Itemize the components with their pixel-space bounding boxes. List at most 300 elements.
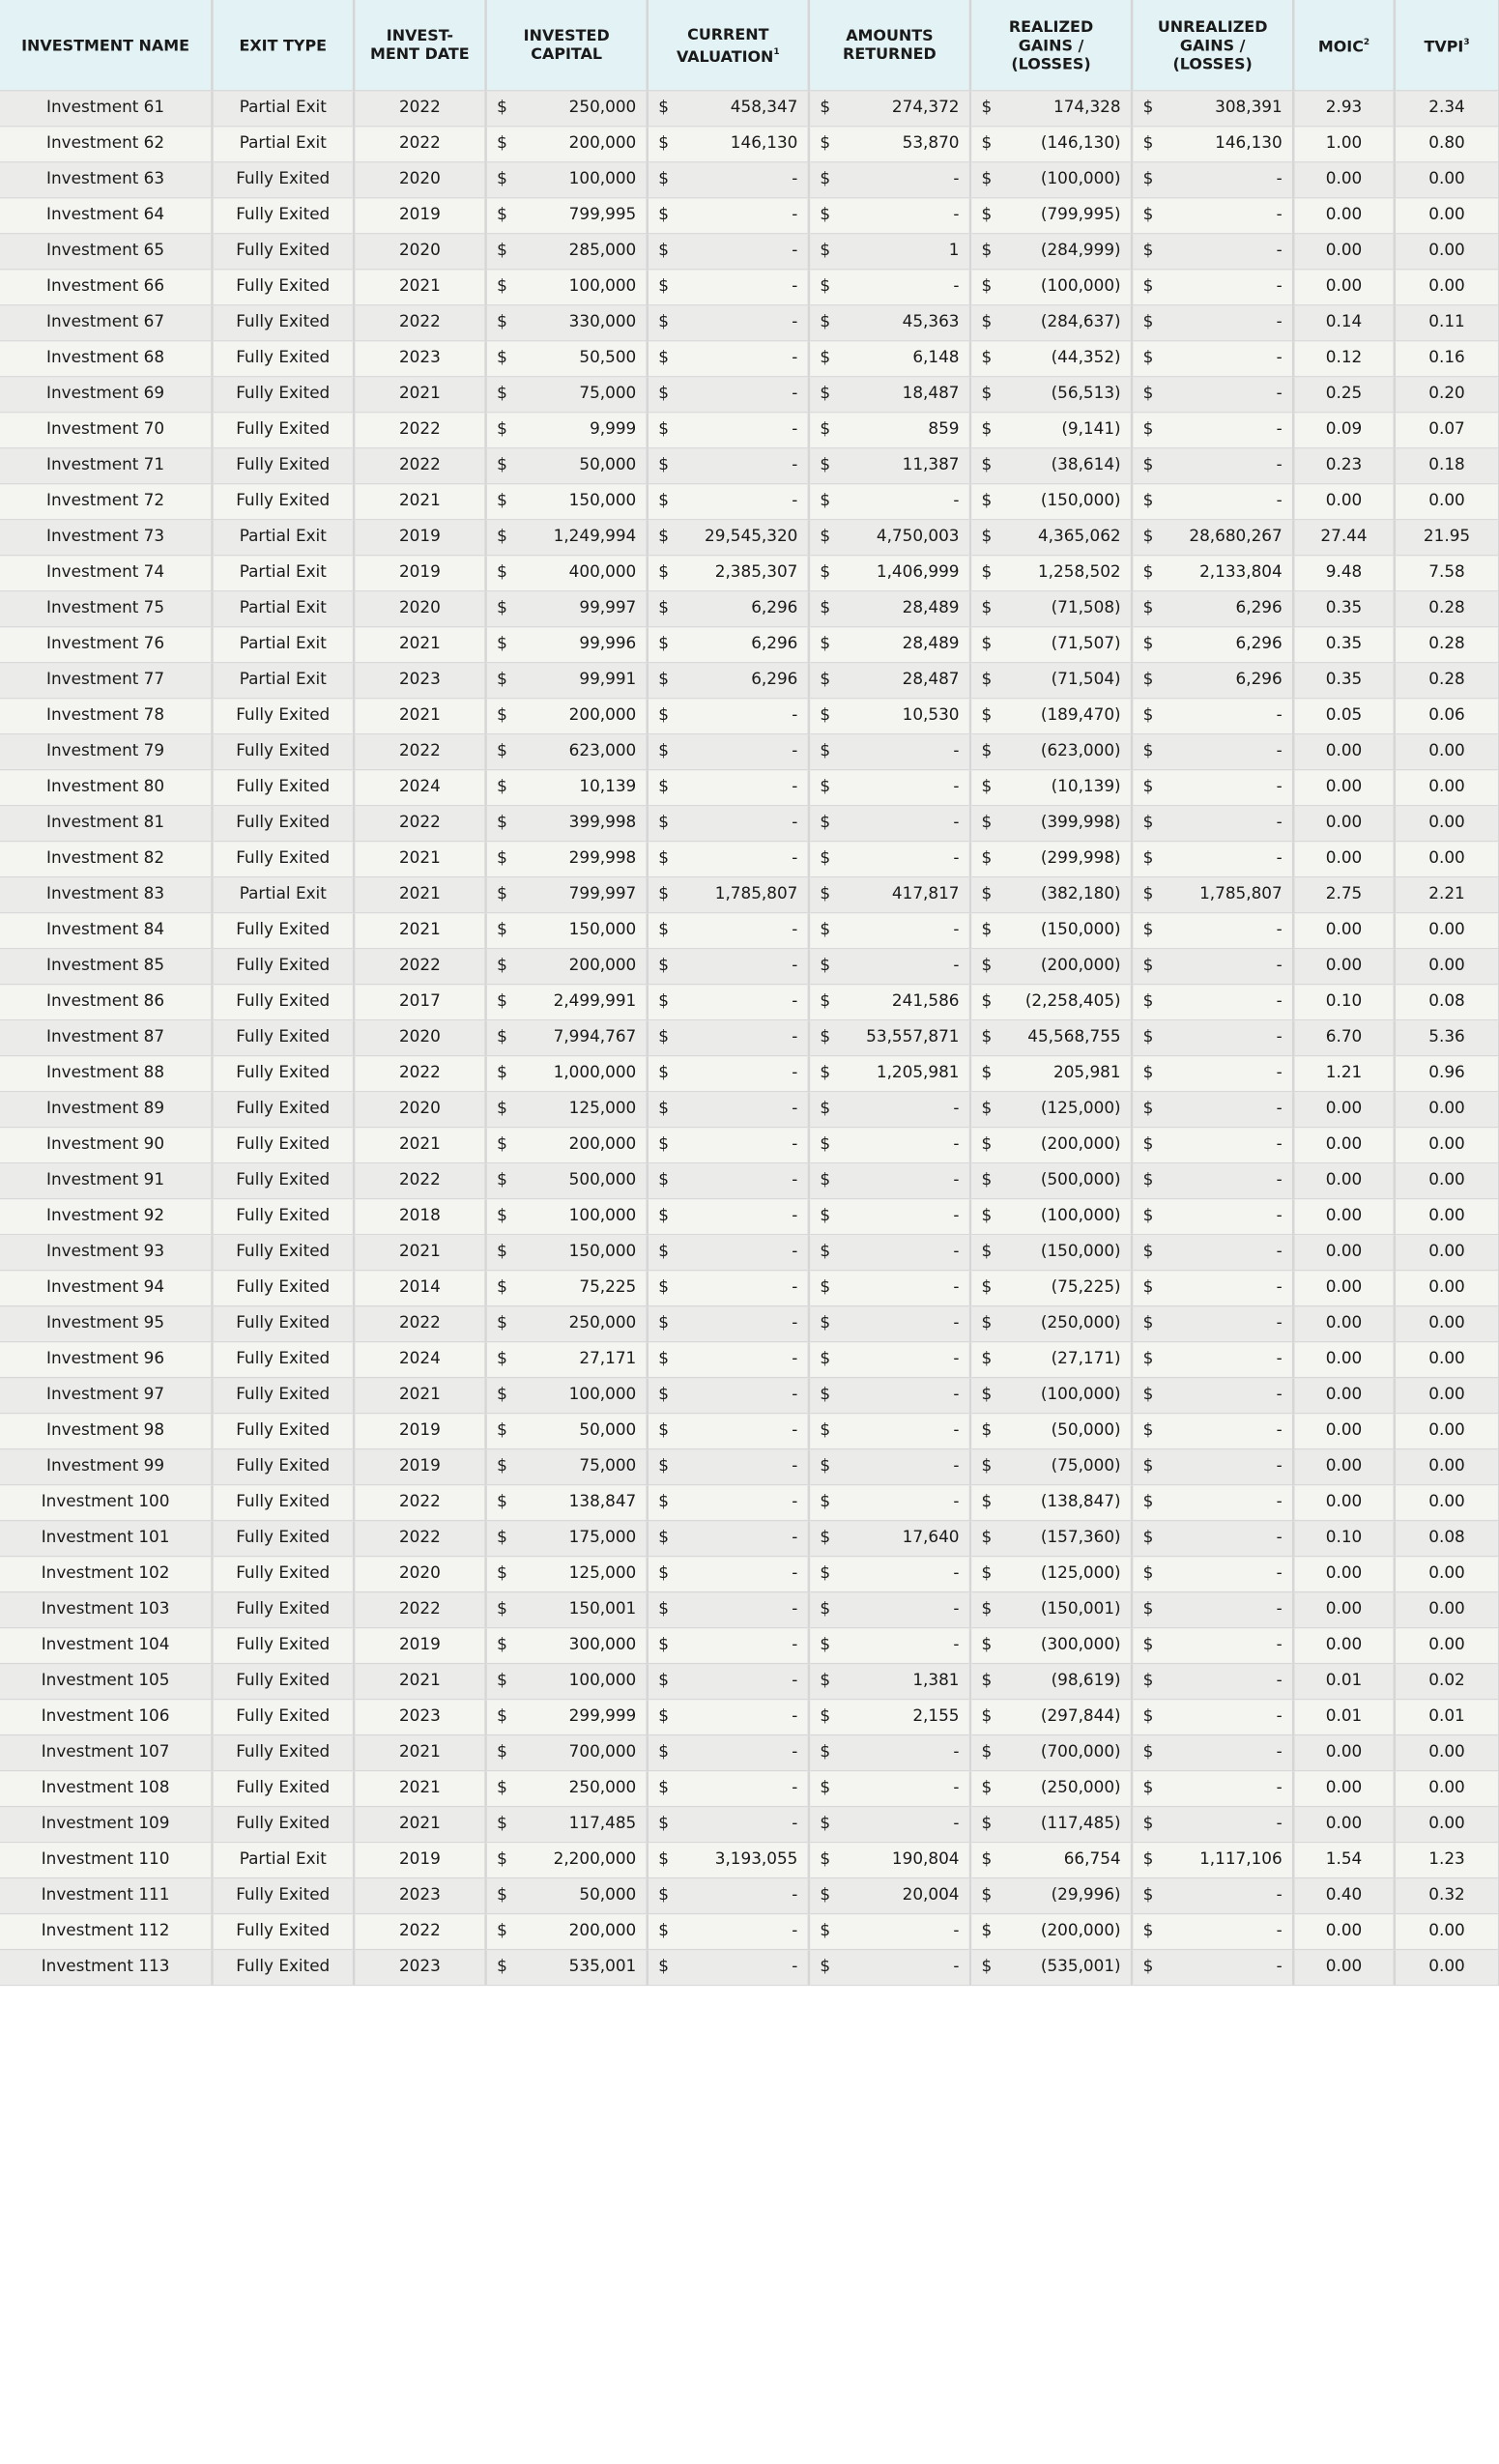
current-valuation-cell (648, 1770, 809, 1806)
invested-capital-cell (486, 412, 648, 447)
currency-symbol: $ (658, 527, 669, 546)
amount-value: 200,000 (568, 705, 637, 725)
current-valuation-cell (648, 698, 809, 733)
amount-value: 99,991 (579, 670, 637, 689)
moic-cell: 0.00 (1293, 483, 1395, 519)
unrealized-gains-cell (1132, 126, 1293, 161)
realized-gains-cell (970, 805, 1132, 841)
realized-gains-cell (970, 412, 1132, 447)
investment-date-cell: 2021 (354, 1377, 485, 1413)
currency-symbol: $ (1142, 991, 1154, 1011)
currency-symbol: $ (658, 491, 669, 510)
currency-symbol: $ (1142, 1706, 1154, 1726)
currency-symbol: $ (658, 1027, 669, 1046)
amounts-returned-cell (809, 1913, 970, 1949)
currency-symbol: $ (1142, 1349, 1154, 1368)
currency-symbol: $ (981, 741, 993, 760)
currency-symbol: $ (820, 1420, 831, 1440)
current-valuation-cell (648, 733, 809, 769)
currency-symbol: $ (820, 1849, 831, 1869)
amount-value: (382,180) (1040, 884, 1121, 903)
amount-value: 50,000 (579, 1420, 637, 1440)
amount-value: 200,000 (568, 1134, 637, 1154)
investment-name-cell: Investment 85 (0, 948, 212, 984)
tvpi-cell: 0.28 (1395, 626, 1499, 662)
realized-gains-cell (970, 1341, 1132, 1377)
currency-symbol: $ (820, 1921, 831, 1940)
amount-value: - (1276, 1778, 1283, 1797)
currency-symbol: $ (1142, 1420, 1154, 1440)
amounts-returned-cell (809, 1663, 970, 1699)
investment-name-cell: Investment 112 (0, 1913, 212, 1949)
currency-symbol: $ (497, 98, 507, 117)
investment-name-cell: Investment 65 (0, 233, 212, 269)
invested-capital-cell (486, 733, 648, 769)
table-row (0, 1913, 1499, 1949)
exit-type-cell: Fully Exited (212, 698, 354, 733)
unrealized-gains-cell (1132, 90, 1293, 126)
investment-date-cell: 2019 (354, 1448, 485, 1484)
investment-name-cell: Investment 62 (0, 126, 212, 161)
invested-capital-cell (486, 90, 648, 126)
investment-date-cell: 2021 (354, 483, 485, 519)
amount-value: (125,000) (1040, 1099, 1121, 1118)
amount-value: (100,000) (1040, 276, 1121, 296)
investment-date-cell: 2020 (354, 1556, 485, 1591)
investment-name-cell: Investment 108 (0, 1770, 212, 1806)
table-row (0, 197, 1499, 233)
investment-name-cell: Investment 72 (0, 483, 212, 519)
amount-value: 308,391 (1215, 98, 1283, 117)
unrealized-gains-cell (1132, 1556, 1293, 1591)
currency-symbol: $ (820, 205, 831, 224)
currency-symbol: $ (820, 1528, 831, 1547)
unrealized-gains-cell (1132, 555, 1293, 590)
currency-symbol: $ (497, 1134, 507, 1154)
amount-value: - (792, 384, 798, 403)
moic-cell: 0.00 (1293, 1734, 1395, 1770)
current-valuation-cell (648, 412, 809, 447)
invested-capital-cell (486, 1842, 648, 1877)
amount-value: (250,000) (1040, 1313, 1121, 1332)
tvpi-cell: 0.18 (1395, 447, 1499, 483)
investment-name-cell: Investment 80 (0, 769, 212, 805)
amount-value: 300,000 (568, 1635, 637, 1654)
unrealized-gains-cell (1132, 805, 1293, 841)
amount-value: - (1276, 813, 1283, 832)
invested-capital-cell (486, 1377, 648, 1413)
invested-capital-cell (486, 519, 648, 555)
tvpi-cell: 0.00 (1395, 1127, 1499, 1162)
amount-value: 18,487 (902, 384, 960, 403)
exit-type-cell: Fully Exited (212, 984, 354, 1019)
currency-symbol: $ (658, 419, 669, 439)
table-row (0, 304, 1499, 340)
moic-cell: 0.00 (1293, 269, 1395, 304)
current-valuation-cell (648, 126, 809, 161)
amount-value: 400,000 (568, 562, 637, 582)
currency-symbol: $ (1142, 419, 1154, 439)
currency-symbol: $ (981, 991, 993, 1011)
amount-value: 2,385,307 (714, 562, 798, 582)
moic-cell: 0.00 (1293, 1091, 1395, 1127)
investment-date-cell: 2020 (354, 1091, 485, 1127)
currency-symbol: $ (820, 491, 831, 510)
amount-value: 10,139 (579, 777, 637, 796)
amount-value: 250,000 (568, 1313, 637, 1332)
investment-date-cell: 2021 (354, 626, 485, 662)
currency-symbol: $ (497, 1206, 507, 1225)
amount-value: - (1276, 1385, 1283, 1404)
tvpi-cell: 0.00 (1395, 1270, 1499, 1305)
amount-value: - (792, 1528, 798, 1547)
amounts-returned-cell (809, 555, 970, 590)
invested-capital-cell (486, 1591, 648, 1627)
moic-cell: 27.44 (1293, 519, 1395, 555)
amount-value: - (1276, 1027, 1283, 1046)
amount-value: (535,001) (1040, 1957, 1121, 1976)
currency-symbol: $ (1142, 920, 1154, 939)
exit-type-cell: Fully Exited (212, 1484, 354, 1520)
tvpi-cell: 0.00 (1395, 1627, 1499, 1663)
moic-cell: 0.00 (1293, 912, 1395, 948)
moic-cell: 0.00 (1293, 161, 1395, 197)
table-row (0, 1127, 1499, 1162)
amount-value: - (953, 1778, 960, 1797)
currency-symbol: $ (981, 1385, 993, 1404)
unrealized-gains-cell (1132, 1270, 1293, 1305)
amounts-returned-cell (809, 1091, 970, 1127)
amount-value: - (792, 1420, 798, 1440)
header-investment-date: INVEST- MENT DATE (354, 0, 485, 90)
investment-name-cell: Investment 94 (0, 1270, 212, 1305)
table-row (0, 90, 1499, 126)
table-row (0, 1877, 1499, 1913)
amount-value: - (792, 169, 798, 188)
amount-value: - (792, 419, 798, 439)
currency-symbol: $ (497, 1313, 507, 1332)
currency-symbol: $ (820, 455, 831, 474)
exit-type-cell: Fully Exited (212, 1234, 354, 1270)
amounts-returned-cell (809, 447, 970, 483)
amounts-returned-cell (809, 1198, 970, 1234)
amount-value: 6,296 (751, 670, 798, 689)
investment-date-cell: 2020 (354, 590, 485, 626)
amount-value: 75,225 (579, 1277, 637, 1297)
currency-symbol: $ (820, 1349, 831, 1368)
invested-capital-cell (486, 555, 648, 590)
investment-date-cell: 2022 (354, 90, 485, 126)
currency-symbol: $ (1142, 1063, 1154, 1082)
currency-symbol: $ (981, 1671, 993, 1690)
amount-value: 2,499,991 (553, 991, 637, 1011)
exit-type-cell: Partial Exit (212, 1842, 354, 1877)
currency-symbol: $ (820, 1099, 831, 1118)
amount-value: (399,998) (1040, 813, 1121, 832)
investment-date-cell: 2019 (354, 197, 485, 233)
tvpi-cell: 0.28 (1395, 590, 1499, 626)
currency-symbol: $ (497, 491, 507, 510)
currency-symbol: $ (981, 598, 993, 617)
unrealized-gains-cell (1132, 412, 1293, 447)
current-valuation-cell (648, 340, 809, 376)
currency-symbol: $ (981, 1492, 993, 1511)
unrealized-gains-cell (1132, 1413, 1293, 1448)
investment-name-cell: Investment 92 (0, 1198, 212, 1234)
unrealized-gains-cell (1132, 1162, 1293, 1198)
table-row (0, 1377, 1499, 1413)
amount-value: - (1276, 384, 1283, 403)
moic-cell: 0.00 (1293, 1627, 1395, 1663)
investment-date-cell: 2022 (354, 412, 485, 447)
amount-value: (299,998) (1040, 848, 1121, 868)
amount-value: - (953, 1385, 960, 1404)
amount-value: (2,258,405) (1024, 991, 1121, 1011)
currency-symbol: $ (820, 777, 831, 796)
realized-gains-cell (970, 733, 1132, 769)
investment-name-cell: Investment 82 (0, 841, 212, 876)
amount-value: 27,171 (579, 1349, 637, 1368)
currency-symbol: $ (658, 348, 669, 367)
tvpi-cell: 0.20 (1395, 376, 1499, 412)
currency-symbol: $ (981, 241, 993, 260)
currency-symbol: $ (497, 1099, 507, 1118)
amount-value: (200,000) (1040, 1134, 1121, 1154)
amount-value: (189,470) (1040, 705, 1121, 725)
exit-type-cell: Fully Exited (212, 1806, 354, 1842)
amount-value: 29,545,320 (705, 527, 798, 546)
realized-gains-cell (970, 590, 1132, 626)
amounts-returned-cell (809, 1305, 970, 1341)
amount-value: - (792, 1921, 798, 1940)
currency-symbol: $ (658, 1349, 669, 1368)
realized-gains-cell (970, 519, 1132, 555)
realized-gains-cell (970, 841, 1132, 876)
current-valuation-cell (648, 1127, 809, 1162)
investment-date-cell: 2022 (354, 1591, 485, 1627)
amounts-returned-cell (809, 376, 970, 412)
realized-gains-cell (970, 1663, 1132, 1699)
tvpi-cell: 0.06 (1395, 698, 1499, 733)
exit-type-cell: Fully Exited (212, 1949, 354, 1985)
amounts-returned-cell (809, 1877, 970, 1913)
exit-type-cell: Fully Exited (212, 1341, 354, 1377)
amount-value: (100,000) (1040, 169, 1121, 188)
amount-value: (799,995) (1040, 205, 1121, 224)
investment-date-cell: 2022 (354, 733, 485, 769)
amount-value: 6,296 (1235, 634, 1283, 653)
amount-value: 75,000 (579, 1456, 637, 1476)
moic-cell: 0.01 (1293, 1699, 1395, 1734)
realized-gains-cell (970, 662, 1132, 698)
amounts-returned-cell (809, 662, 970, 698)
current-valuation-cell (648, 1699, 809, 1734)
moic-cell: 0.00 (1293, 841, 1395, 876)
currency-symbol: $ (1142, 205, 1154, 224)
amount-value: 150,000 (568, 491, 637, 510)
investment-name-cell: Investment 63 (0, 161, 212, 197)
amount-value: 250,000 (568, 98, 637, 117)
realized-gains-cell (970, 1556, 1132, 1591)
currency-symbol: $ (820, 670, 831, 689)
amount-value: 274,372 (891, 98, 960, 117)
amount-value: - (792, 813, 798, 832)
amounts-returned-cell (809, 304, 970, 340)
realized-gains-cell (970, 555, 1132, 590)
current-valuation-cell (648, 90, 809, 126)
amount-value: - (792, 1242, 798, 1261)
current-valuation-cell (648, 447, 809, 483)
currency-symbol: $ (497, 956, 507, 975)
currency-symbol: $ (497, 1706, 507, 1726)
current-valuation-cell (648, 1663, 809, 1699)
unrealized-gains-cell (1132, 340, 1293, 376)
current-valuation-cell (648, 1448, 809, 1484)
amount-value: - (792, 241, 798, 260)
unrealized-gains-cell (1132, 376, 1293, 412)
amount-value: (100,000) (1040, 1206, 1121, 1225)
table-row (0, 1663, 1499, 1699)
moic-cell: 9.48 (1293, 555, 1395, 590)
tvpi-cell: 2.21 (1395, 876, 1499, 912)
current-valuation-cell (648, 662, 809, 698)
amount-value: 50,000 (579, 1885, 637, 1905)
amount-value: 859 (928, 419, 960, 439)
current-valuation-cell (648, 805, 809, 841)
current-valuation-cell (648, 1627, 809, 1663)
realized-gains-cell (970, 1699, 1132, 1734)
amounts-returned-cell (809, 90, 970, 126)
exit-type-cell: Partial Exit (212, 876, 354, 912)
currency-symbol: $ (497, 1921, 507, 1940)
amount-value: - (1276, 1456, 1283, 1476)
moic-cell: 1.00 (1293, 126, 1395, 161)
currency-symbol: $ (497, 1742, 507, 1762)
investment-name-cell: Investment 102 (0, 1556, 212, 1591)
exit-type-cell: Fully Exited (212, 733, 354, 769)
current-valuation-cell (648, 769, 809, 805)
invested-capital-cell (486, 269, 648, 304)
investment-name-cell: Investment 88 (0, 1055, 212, 1091)
amount-value: - (953, 1563, 960, 1583)
table-row (0, 1162, 1499, 1198)
amount-value: - (792, 1277, 798, 1297)
realized-gains-cell (970, 1162, 1132, 1198)
currency-symbol: $ (497, 1957, 507, 1976)
amounts-returned-cell (809, 1127, 970, 1162)
amount-value: - (792, 1778, 798, 1797)
tvpi-cell: 2.34 (1395, 90, 1499, 126)
amount-value: 174,328 (1053, 98, 1121, 117)
investment-date-cell: 2023 (354, 1949, 485, 1985)
currency-symbol: $ (820, 169, 831, 188)
current-valuation-cell (648, 1734, 809, 1770)
amounts-returned-cell (809, 590, 970, 626)
amount-value: 285,000 (568, 241, 637, 260)
current-valuation-cell (648, 1913, 809, 1949)
amount-value: - (1276, 241, 1283, 260)
currency-symbol: $ (981, 777, 993, 796)
amounts-returned-cell (809, 841, 970, 876)
currency-symbol: $ (658, 1492, 669, 1511)
amount-value: 28,489 (902, 598, 960, 617)
current-valuation-cell (648, 948, 809, 984)
invested-capital-cell (486, 1091, 648, 1127)
realized-gains-cell (970, 304, 1132, 340)
header-exit-type: EXIT TYPE (212, 0, 354, 90)
exit-type-cell: Fully Exited (212, 1055, 354, 1091)
realized-gains-cell (970, 1842, 1132, 1877)
amount-value: 45,568,755 (1027, 1027, 1121, 1046)
amount-value: - (953, 169, 960, 188)
currency-symbol: $ (981, 634, 993, 653)
currency-symbol: $ (820, 1277, 831, 1297)
amount-value: - (953, 1134, 960, 1154)
unrealized-gains-cell (1132, 1234, 1293, 1270)
current-valuation-cell (648, 483, 809, 519)
amount-value: (200,000) (1040, 956, 1121, 975)
currency-symbol: $ (981, 205, 993, 224)
amount-value: 28,680,267 (1189, 527, 1283, 546)
currency-symbol: $ (658, 205, 669, 224)
amount-value: - (792, 956, 798, 975)
tvpi-cell: 0.00 (1395, 1305, 1499, 1341)
amount-value: 3,193,055 (714, 1849, 798, 1869)
currency-symbol: $ (1142, 1170, 1154, 1189)
investment-name-cell: Investment 83 (0, 876, 212, 912)
currency-symbol: $ (981, 133, 993, 153)
realized-gains-cell (970, 1520, 1132, 1556)
currency-symbol: $ (820, 1456, 831, 1476)
currency-symbol: $ (820, 1063, 831, 1082)
investment-date-cell: 2021 (354, 1663, 485, 1699)
table-row (0, 1591, 1499, 1627)
realized-gains-cell (970, 1949, 1132, 1985)
amount-value: 100,000 (568, 1385, 637, 1404)
realized-gains-cell (970, 447, 1132, 483)
moic-cell: 0.00 (1293, 1127, 1395, 1162)
amount-value: - (953, 1742, 960, 1762)
amount-value: - (792, 1313, 798, 1332)
investment-date-cell: 2021 (354, 876, 485, 912)
amount-value: - (953, 1242, 960, 1261)
moic-cell: 0.00 (1293, 1198, 1395, 1234)
tvpi-cell: 0.00 (1395, 1913, 1499, 1949)
amount-value: - (1276, 705, 1283, 725)
exit-type-cell: Fully Exited (212, 1591, 354, 1627)
amount-value: - (1276, 169, 1283, 188)
amount-value: 799,997 (568, 884, 637, 903)
amount-value: 7,994,767 (553, 1027, 637, 1046)
amount-value: 6,296 (1235, 598, 1283, 617)
investment-name-cell: Investment 71 (0, 447, 212, 483)
currency-symbol: $ (658, 813, 669, 832)
unrealized-gains-cell (1132, 1448, 1293, 1484)
amount-value: 28,489 (902, 634, 960, 653)
exit-type-cell: Fully Exited (212, 948, 354, 984)
investment-name-cell: Investment 78 (0, 698, 212, 733)
realized-gains-cell (970, 126, 1132, 161)
table-row (0, 662, 1499, 698)
exit-type-cell: Fully Exited (212, 1627, 354, 1663)
unrealized-gains-cell (1132, 769, 1293, 805)
realized-gains-cell (970, 1484, 1132, 1520)
moic-cell: 0.00 (1293, 197, 1395, 233)
currency-symbol: $ (981, 1599, 993, 1619)
moic-cell: 0.00 (1293, 1770, 1395, 1806)
current-valuation-cell (648, 1198, 809, 1234)
currency-symbol: $ (1142, 741, 1154, 760)
